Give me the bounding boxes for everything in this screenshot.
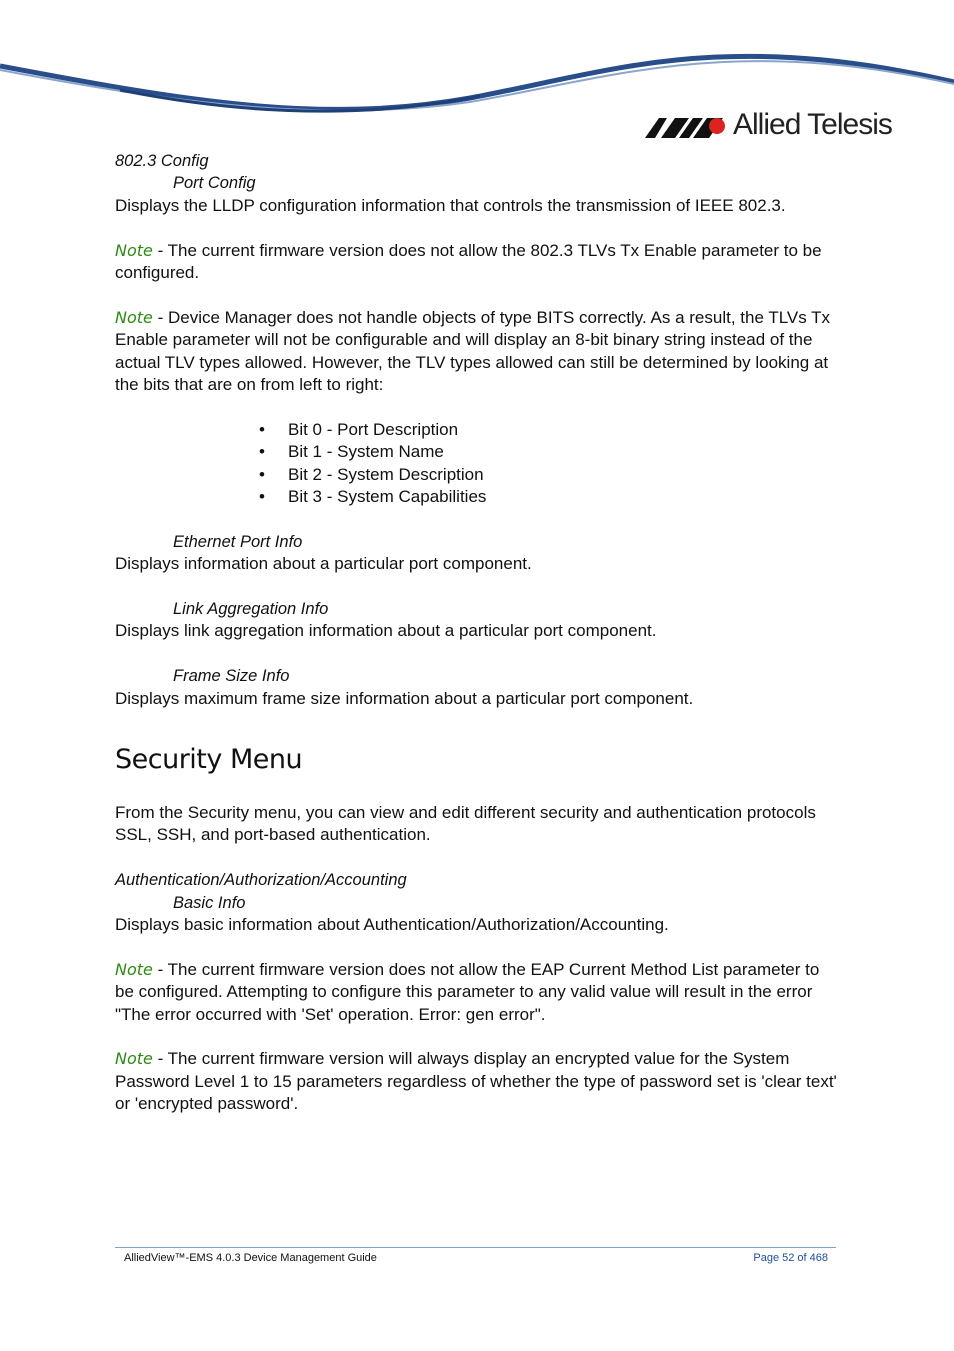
note-label: Note bbox=[115, 1049, 153, 1069]
link-aggregation-info-desc: Displays link aggregation information about a particular port component. bbox=[115, 621, 657, 641]
section-title-security-menu: Security Menu bbox=[115, 744, 303, 776]
heading-ethernet-port-info: Ethernet Port Info bbox=[173, 532, 303, 551]
note-label: Note bbox=[115, 307, 153, 327]
logo-text: Allied Telesis bbox=[733, 108, 892, 141]
logo-mark-icon bbox=[645, 112, 729, 148]
document-body bbox=[115, 150, 840, 1116]
heading-basic-info: Basic Info bbox=[173, 893, 246, 912]
note-text: - The current firmware version does not allow the EAP Current Method List parameter to be configured. Attempting to configure this parameter to any valid value will result in the error "The error occurred with 'Set' operation. Error: gen error". bbox=[115, 959, 820, 1024]
basic-info-note-1 bbox=[115, 959, 840, 1026]
list-item: • Bit 1 - System Name bbox=[231, 441, 840, 463]
note-label: Note bbox=[115, 959, 153, 979]
heading-aaa: Authentication/Authorization/Accounting bbox=[115, 871, 407, 890]
footer-divider bbox=[115, 1247, 836, 1248]
heading-frame-size-info: Frame Size Info bbox=[173, 667, 290, 686]
note-text: - Device Manager does not handle objects of type BITS correctly. As a result, the TLVs Tx Enable parameter will not be configurable and will display an 8-bit binary string instead of the actual TLV types allowed. However, the TLV types allowed can still be determined by looking at the bits that are on from left to right: bbox=[115, 307, 831, 395]
tlv-bits-list bbox=[231, 419, 840, 509]
heading-link-aggregation-info: Link Aggregation Info bbox=[173, 600, 329, 619]
note-text: - The current firmware version does not allow the 802.3 TLVs Tx Enable parameter to be configured. bbox=[115, 240, 822, 283]
allied-telesis-logo bbox=[645, 108, 905, 148]
frame-size-info-desc: Displays maximum frame size information about a particular port component. bbox=[115, 688, 694, 708]
security-menu-intro: From the Security menu, you can view and edit different security and authentication protocols SSL, SSH, and port-based authentication. bbox=[115, 803, 816, 845]
heading-port-config: Port Config bbox=[173, 174, 256, 193]
list-item: • Bit 0 - Port Description bbox=[231, 419, 840, 441]
heading-8023-config: 802.3 Config bbox=[115, 152, 209, 170]
list-item: • Bit 2 - System Description bbox=[231, 464, 840, 486]
footer-page-number: Page 52 of 468 bbox=[753, 1252, 828, 1264]
port-config-note-1 bbox=[115, 240, 840, 285]
port-config-desc: Displays the LLDP configuration information that controls the transmission of IEEE 802.3. bbox=[115, 195, 786, 215]
port-config-note-2 bbox=[115, 307, 840, 397]
basic-info-note-2 bbox=[115, 1048, 840, 1115]
list-item: • Bit 3 - System Capabilities bbox=[231, 486, 840, 508]
basic-info-desc: Displays basic information about Authentication/Authorization/Accounting. bbox=[115, 915, 669, 935]
note-label: Note bbox=[115, 240, 153, 260]
footer-doc-title: AlliedView™-EMS 4.0.3 Device Management Guide bbox=[124, 1252, 377, 1264]
note-text: - The current firmware version will always display an encrypted value for the System Password Level 1 to 15 parameters regardless of whether the type of password set is 'clear text' or 'encrypted password'. bbox=[115, 1049, 837, 1114]
ethernet-port-info-desc: Displays information about a particular port component. bbox=[115, 554, 532, 574]
